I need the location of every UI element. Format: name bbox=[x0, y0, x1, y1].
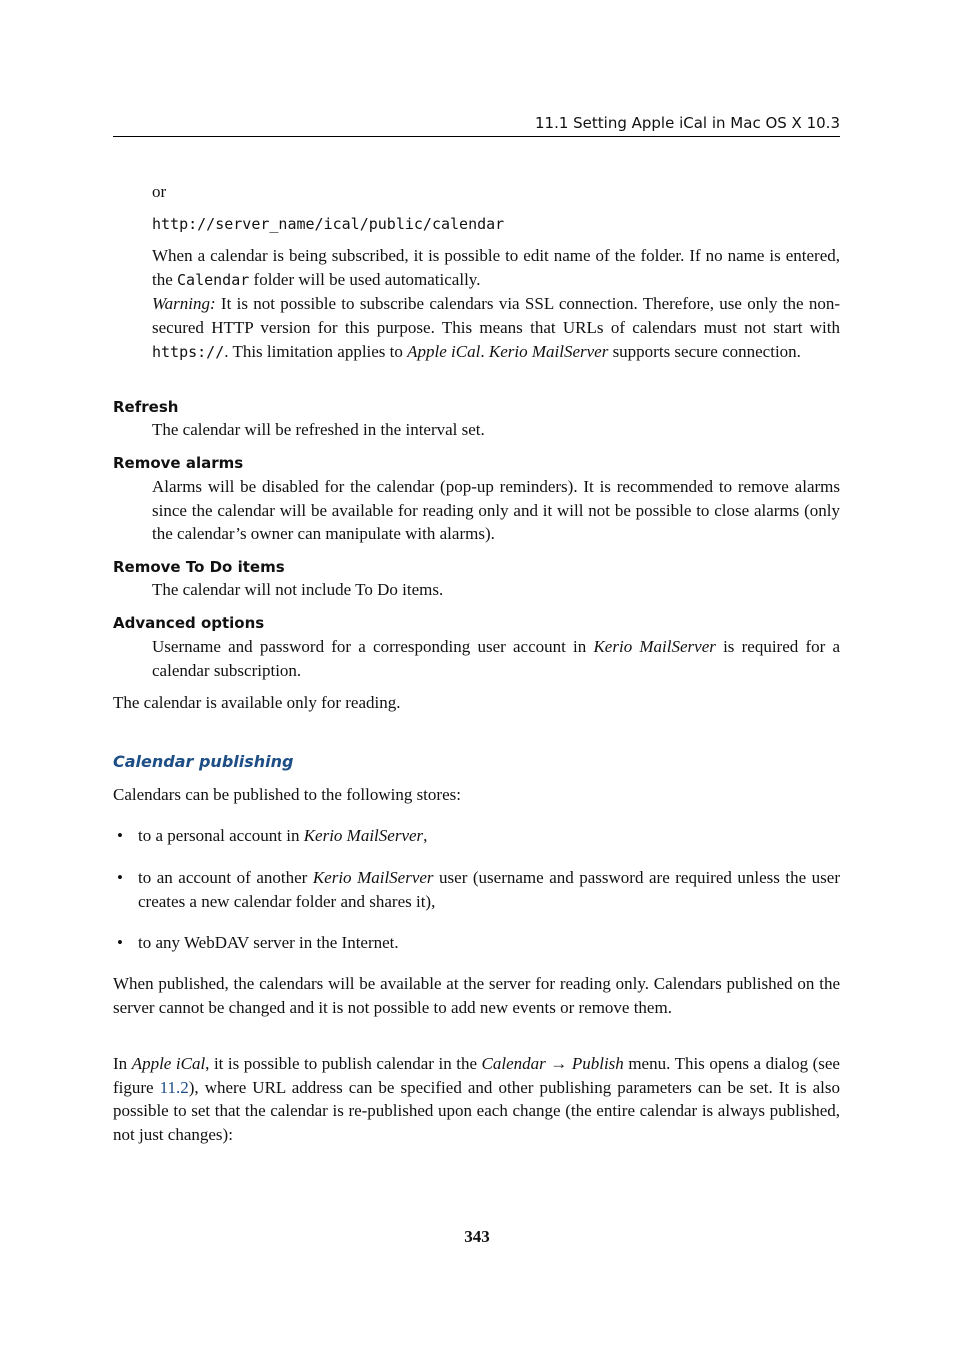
bullet-glyph: • bbox=[117, 868, 123, 887]
text-run: . This limitation applies to bbox=[224, 341, 408, 361]
text-run: It is not possible to subscribe calendars via SSL connection. Therefore, use only the non-secured HTTP version for this purpose. This means that URLs of calendars must not start with bbox=[152, 294, 840, 338]
subscription-paragraph bbox=[152, 244, 840, 365]
product-name: Kerio MailServer bbox=[488, 341, 609, 361]
list-item-text bbox=[138, 931, 840, 955]
text-run: supports secure connection. bbox=[608, 341, 801, 361]
text-run: , it is possible to publish calendar in the bbox=[205, 1054, 482, 1073]
list-item-text bbox=[138, 824, 840, 848]
menu-name-publish: Publish bbox=[571, 1054, 624, 1073]
desc-remove-todo: The calendar will not include To Do items. bbox=[152, 580, 444, 599]
text-run: to any WebDAV server in the Internet. bbox=[138, 933, 399, 952]
page-number: 343 bbox=[464, 1227, 490, 1246]
publishing-intro: Calendars can be published to the following stores: bbox=[113, 785, 461, 804]
reading-only-paragraph: The calendar is available only for reading. bbox=[113, 693, 401, 712]
text-run: , bbox=[423, 826, 428, 845]
bullet-glyph: • bbox=[117, 826, 123, 845]
product-name: Kerio MailServer bbox=[312, 868, 434, 887]
published-readonly-paragraph: When published, the calendars will be available at the server for reading only. Calendars published on the server cannot be changed and it is not possible to add new events or remove them. bbox=[113, 974, 840, 1017]
bullet-glyph: • bbox=[117, 933, 123, 952]
figure-reference-link[interactable]: 11.2 bbox=[159, 1077, 189, 1097]
public-calendar-url: http://server_name/ical/public/calendar bbox=[152, 215, 505, 233]
warning-label: Warning: bbox=[152, 294, 216, 314]
publish-menu-paragraph bbox=[113, 1052, 840, 1147]
text-run: is required for a calendar subscription. bbox=[152, 637, 841, 680]
or-word: or bbox=[152, 182, 167, 201]
menu-name-calendar: Calendar bbox=[481, 1054, 546, 1073]
text-run: to a personal account in bbox=[138, 826, 304, 845]
header-rule bbox=[113, 136, 840, 137]
text-run: to an account of another bbox=[138, 868, 313, 887]
text-run: Username and password for a corresponding user account in bbox=[152, 637, 594, 656]
section-title-calendar-publishing: Calendar publishing bbox=[113, 752, 294, 771]
term-advanced-options: Advanced options bbox=[113, 614, 265, 632]
menu-arrow: → bbox=[545, 1054, 572, 1073]
desc-advanced-options bbox=[152, 635, 840, 682]
text-run: . bbox=[480, 341, 489, 361]
term-refresh: Refresh bbox=[113, 398, 179, 416]
running-header: 11.1 Setting Apple iCal in Mac OS X 10.3 bbox=[534, 114, 840, 132]
text-run: menu. This opens a dialog (see figure bbox=[113, 1054, 840, 1097]
text-run: When a calendar is being subscribed, it is possible to edit name of the folder. If no name is entered, the bbox=[152, 246, 840, 289]
desc-refresh: The calendar will be refreshed in the interval set. bbox=[152, 420, 485, 439]
product-name: Kerio MailServer bbox=[593, 637, 716, 656]
text-run: user (username and password are required unless the user creates a new calendar folder and shares it), bbox=[138, 868, 841, 911]
term-remove-alarms: Remove alarms bbox=[113, 454, 244, 472]
product-name: Kerio MailServer bbox=[303, 826, 424, 845]
code-https: https:// bbox=[152, 342, 225, 361]
desc-remove-alarms: Alarms will be disabled for the calendar (pop-up reminders). It is recommended to remove alarms since the calendar will be available for reading only and it will not be possible to close alarms (only the calendar’s owner can manipulate with alarms). bbox=[152, 477, 840, 544]
text-run: In bbox=[113, 1054, 132, 1073]
code-calendar: Calendar bbox=[177, 270, 250, 289]
text-run: folder will be used automatically. bbox=[249, 269, 481, 289]
app-name: Apple iCal bbox=[407, 341, 481, 361]
text-run: ), where URL address can be specified and other publishing parameters can be set. It is also possible to set that the calendar is re-published upon each change (the entire calendar is always published, not just changes): bbox=[113, 1077, 840, 1145]
term-remove-todo: Remove To Do items bbox=[113, 558, 285, 576]
list-item-text bbox=[138, 866, 840, 913]
app-name: Apple iCal bbox=[131, 1054, 206, 1073]
